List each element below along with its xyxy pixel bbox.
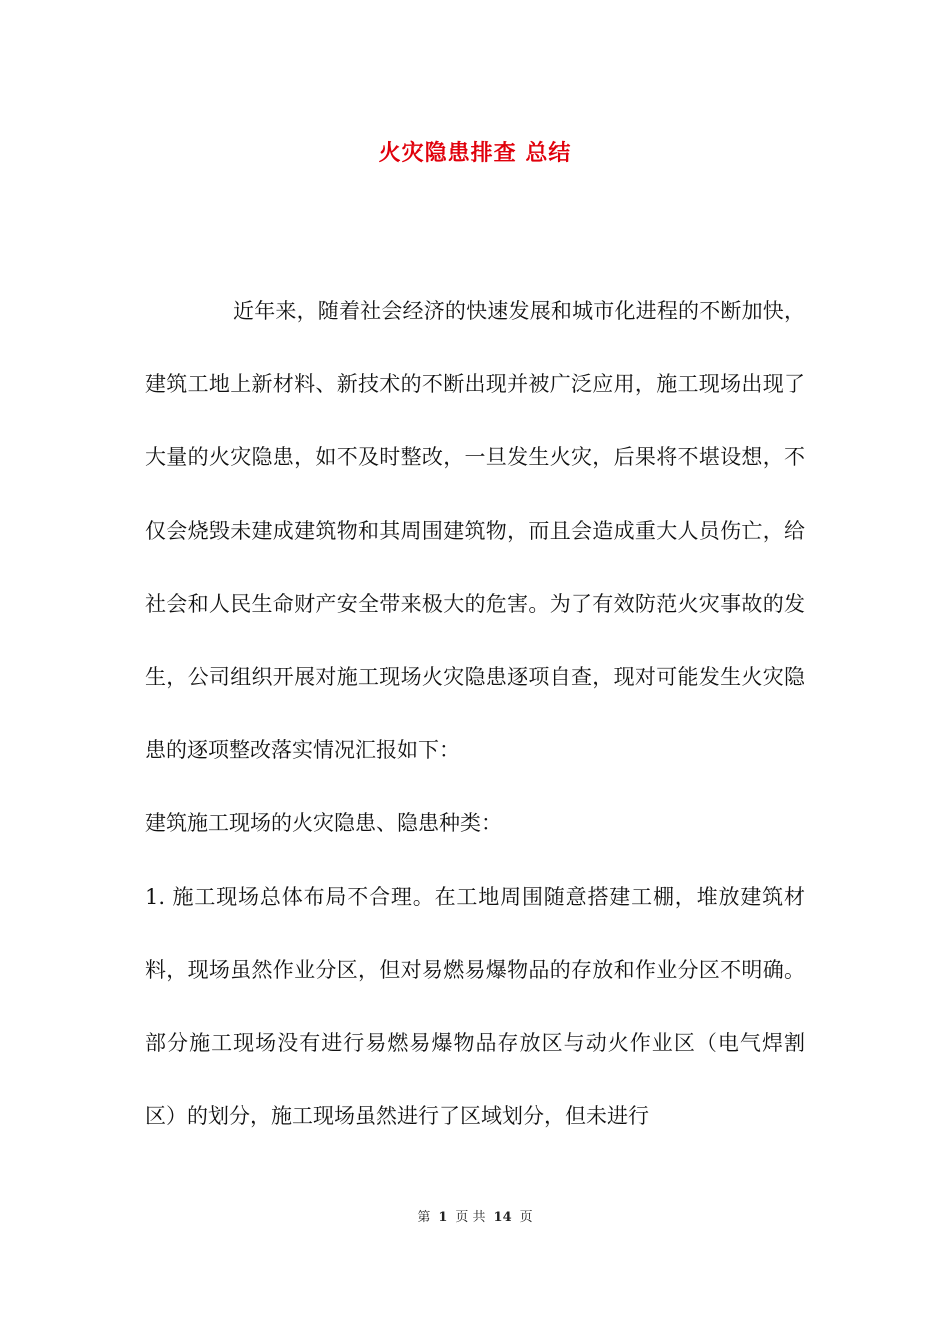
footer-page-mid: 页 共 [455, 1210, 486, 1225]
document-body [145, 275, 805, 1153]
footer-page-number: 1 [438, 1210, 448, 1225]
document-title: 火灾隐患排查 总结 [378, 141, 572, 166]
list-item-paragraph: 1. 施工现场总体布局不合理。在工地周围随意搭建工棚，堆放建筑材料，现场虽然作业分区，但对易燃易爆物品的存放和作业分区不明确。部分施工现场没有进行易燃易爆物品存放区与动火作业区（电气焊割区）的划分，施工现场虽然进行了区域划分，但未进行 [145, 884, 805, 1129]
footer-page-suffix: 页 [519, 1210, 533, 1225]
intro-paragraph: 近年来，随着社会经济的快速发展和城市化进程的不断加快，建筑工地上新材料、新技术的不断出现并被广泛应用，施工现场出现了大量的火灾隐患，如不及时整改，一旦发生火灾，后果将不堪设想，不仅会烧毁未建成建筑物和其周围建筑物，而且会造成重大人员伤亡，给社会和人民生命财产安全带来极大的危害。为了有效防范火灾事故的发生，公司组织开展对施工现场火灾隐患逐项自查，现对可能发生火灾隐患的逐项整改落实情况汇报如下： [145, 299, 805, 763]
section-heading-paragraph: 建筑施工现场的火灾隐患、隐患种类： [145, 811, 502, 836]
page-footer [0, 1208, 950, 1228]
footer-total-pages: 14 [493, 1210, 512, 1225]
footer-page-prefix: 第 [417, 1210, 431, 1225]
